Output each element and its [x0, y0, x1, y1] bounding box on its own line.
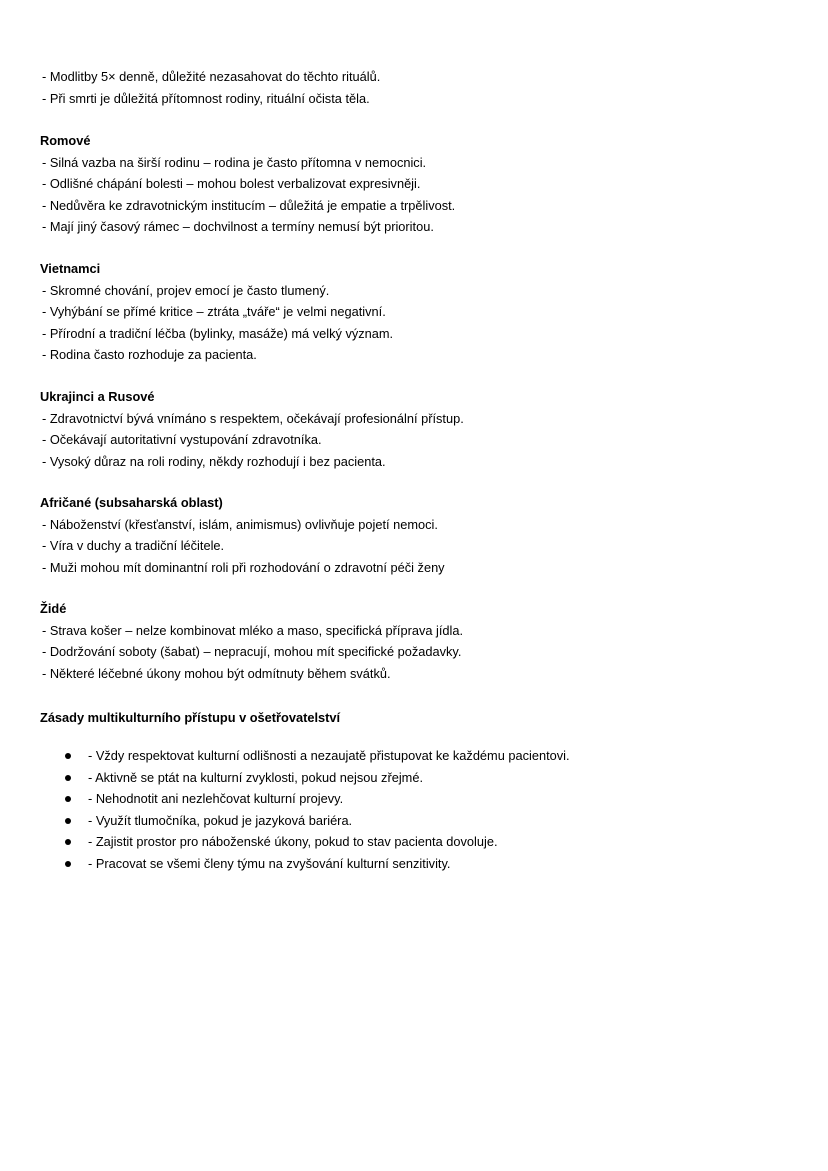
- bullet-icon: [65, 753, 71, 759]
- intro-line: - Při smrti je důležitá přítomnost rodiny, rituální očista těla.: [42, 90, 370, 106]
- principles-list-item: [64, 767, 804, 789]
- section-romove: [40, 130, 800, 238]
- principles-list-item: [64, 831, 804, 853]
- principles-item-text: - Aktivně se ptát na kulturní zvyklosti, pokud nejsou zřejmé.: [88, 769, 424, 785]
- section-item: - Náboženství (křesťanství, islám, animismus) ovlivňuje pojetí nemoci.: [42, 516, 438, 532]
- section-heading: Židé: [40, 601, 67, 616]
- principles-list-item: [64, 853, 804, 875]
- principles-list-item: [64, 810, 804, 832]
- section-item: - Skromné chování, projev emocí je často tlumený.: [42, 282, 330, 298]
- bullet-icon: [65, 796, 71, 802]
- principles-item-text: - Pracovat se všemi členy týmu na zvyšování kulturní senzitivity.: [88, 855, 451, 871]
- intro-line: - Modlitby 5× denně, důležité nezasahovat do těchto rituálů.: [42, 69, 381, 84]
- section-item: - Mají jiný časový rámec – dochvilnost a termíny nemusí být prioritou.: [42, 219, 434, 234]
- section-zide: [40, 598, 800, 684]
- section-heading: Romové: [40, 133, 91, 148]
- bullet-icon: [65, 775, 71, 781]
- principles-item-text: - Vždy respektovat kulturní odlišnosti a nezaujatě přistupovat ke každému pacientovi.: [88, 748, 570, 763]
- section-item: - Nedůvěra ke zdravotnickým institucím – důležitá je empatie a trpělivost.: [42, 197, 456, 213]
- principles-item-text: - Využít tlumočníka, pokud je jazyková bariéra.: [88, 812, 353, 828]
- section-item: - Vyhýbání se přímé kritice – ztráta „tváře“ je velmi negativní.: [42, 304, 386, 319]
- section-item: - Víra v duchy a tradiční léčitele.: [42, 538, 225, 553]
- section-item: - Přírodní a tradiční léčba (bylinky, masáže) má velký význam.: [42, 325, 394, 341]
- principles-list-item: [64, 745, 804, 767]
- section-item: - Rodina často rozhoduje za pacienta.: [42, 347, 257, 362]
- principles-item-text: - Nehodnotit ani nezlehčovat kulturní projevy.: [88, 791, 344, 806]
- section-item: - Některé léčebné úkony mohou být odmítnuty během svátků.: [42, 665, 391, 681]
- section-vietnamci: [40, 258, 800, 366]
- section-item: - Dodržování soboty (šabat) – nepracují, mohou mít specifické požadavky.: [42, 644, 462, 659]
- section-item: - Vysoký důraz na roli rodiny, někdy rozhodují i bez pacienta.: [42, 453, 386, 469]
- principles-heading-block: [40, 707, 800, 729]
- section-item: - Očekávají autoritativní vystupování zdravotníka.: [42, 432, 322, 447]
- section-item: - Strava košer – nelze kombinovat mléko a maso, specifická příprava jídla.: [42, 622, 464, 638]
- bullet-icon: [65, 861, 71, 867]
- section-heading: Ukrajinci a Rusové: [40, 389, 155, 404]
- section-ukrajinci-rusove: [40, 386, 800, 472]
- section-heading: Vietnamci: [40, 261, 101, 276]
- bullet-icon: [65, 818, 71, 824]
- principles-heading: Zásady multikulturního přístupu v ošetřovatelství: [40, 710, 341, 725]
- section-africane: [40, 492, 800, 578]
- section-item: - Silná vazba na širší rodinu – rodina je často přítomna v nemocnici.: [42, 154, 427, 170]
- principles-list: [64, 745, 804, 874]
- section-item: - Odlišné chápání bolesti – mohou bolest verbalizovat expresivněji.: [42, 176, 421, 191]
- section-item: - Muži mohou mít dominantní roli při rozhodování o zdravotní péči ženy: [42, 559, 445, 575]
- bullet-icon: [65, 839, 71, 845]
- section-heading: Afričané (subsaharská oblast): [40, 495, 223, 510]
- principles-list-item: [64, 788, 804, 810]
- principles-item-text: - Zajistit prostor pro náboženské úkony, pokud to stav pacienta dovoluje.: [88, 834, 498, 849]
- section-item: - Zdravotnictví bývá vnímáno s respektem, očekávají profesionální přístup.: [42, 410, 464, 426]
- intro-block: [40, 66, 800, 109]
